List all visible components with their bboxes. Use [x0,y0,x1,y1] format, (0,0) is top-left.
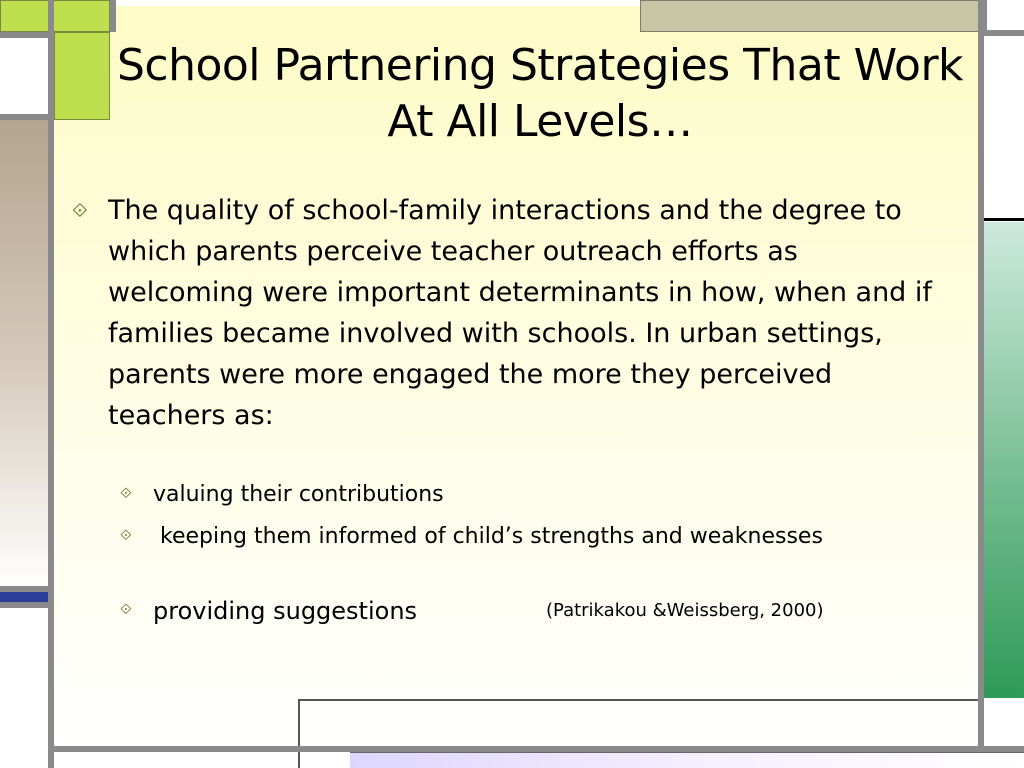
bullet-diamond-icon: ⟐ [120,526,132,544]
sub-bullet-text: valuing their contributions [153,482,444,507]
right-green-block [984,222,1024,698]
bullet-diamond-icon: ⟐ [72,198,88,222]
main-bullet [72,190,952,436]
bullet-diamond-icon: ⟐ [120,484,132,502]
frame-line-right-stub [984,0,987,30]
frame-line-right-top [978,30,1024,36]
left-decor-block [0,120,48,588]
frame-line-bottom [48,746,1024,752]
frame-line-top-stub [110,0,116,32]
top-left-green-block [0,0,110,32]
slide-title: School Partnering Strategies That Work At All Levels… [116,40,964,147]
frame-line-left-low [0,586,54,592]
main-bullet-text: The quality of school-family interactions and the degree to which parents perceive teacher outreach efforts as welcoming were important determinants in how, when and if families became involved with schools. In urban settings, parents were more engaged the more they perceived teachers as: [108,195,932,431]
sub-bullet-text: keeping them informed of child’s strengths and weaknesses [153,524,823,549]
sub-bullet [120,478,880,512]
citation: (Patrikakou &Weissberg, 2000) [546,600,824,621]
frame-line-left-mid [0,114,54,120]
right-divider-line [984,218,1024,221]
sub-bullet [120,520,880,554]
bullet-diamond-icon: ⟐ [120,600,132,618]
top-khaki-block [640,0,980,32]
sub-bullet [120,594,880,628]
bottom-lavender-bar [350,752,1024,768]
frame-line-top-left [0,32,54,38]
frame-line-left-low2 [0,602,54,608]
sub-bullet-text: providing suggestions [153,597,418,625]
